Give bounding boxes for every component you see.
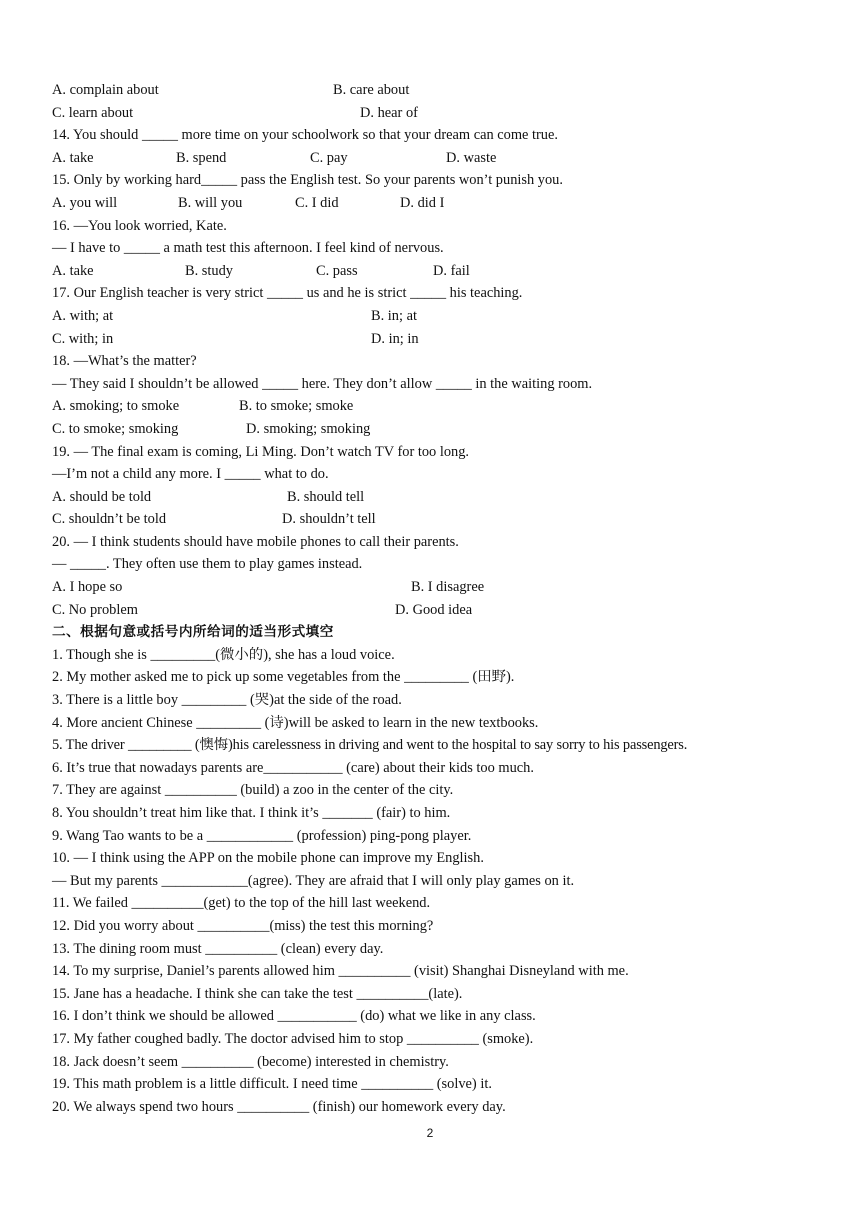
fill-item-text: 4. More ancient Chinese _________ (诗)will be asked to learn in the new textbooks. [52,714,539,731]
q13-option-a: A. complain about [52,82,159,98]
q18-option-a: A. smoking; to smoke [52,398,180,415]
q20-reply [52,553,832,576]
fill-item [52,847,832,870]
fill-item-text: 11. We failed __________(get) to the top of the hill last weekend. [52,895,431,912]
q14-option-d: D. waste [446,149,497,166]
q18-option-b: B. to smoke; smoke [239,398,354,415]
q17-option-d: D. in; in [371,330,419,347]
fill-item-text: 2. My mother asked me to pick up some vegetables from the _________ (田野). [52,669,515,686]
q18-options-row-1 [52,395,832,418]
fill-item [52,1028,832,1051]
fill-item [52,666,832,689]
q13-options-row-1 [52,79,832,102]
q18-option-d: D. smoking; smoking [246,420,371,437]
q17-option-c: C. with; in [52,330,114,347]
q20-option-d: D. Good idea [395,601,473,618]
fill-item [52,1073,832,1096]
q19-options-row-2 [52,508,832,531]
q20-option-c: C. No problem [52,601,138,618]
q15-option-a: A. you will [52,194,118,211]
q20-reply-text: — _____. They often use them to play games instead. [52,556,363,573]
q15-options [52,192,832,215]
fill-item-text: 16. I don’t think we should be allowed ___________ (do) what we like in any class. [52,1008,536,1025]
fill-item [52,644,832,667]
fill-item [52,960,832,983]
fill-item-text: 13. The dining room must __________ (clean) every day. [52,940,384,957]
fill-item-text: 5. The driver _________ (懊悔)his carelessness in driving and went to the hospital to say sorry to his passengers. [52,737,688,754]
fill-item-text: 3. There is a little boy _________ (哭)at the side of the road. [52,692,402,709]
q13-options-row-2 [52,102,832,125]
fill-item [52,1005,832,1028]
section-2-heading-row [52,621,832,644]
q18-options-row-2 [52,418,832,441]
fill-item-text: 6. It’s true that nowadays parents are___________ (care) about their kids too much. [52,759,534,776]
q20-stem-text: 20. — I think students should have mobile phones to call their parents. [52,533,459,550]
q19-option-a: A. should be told [52,488,152,505]
fill-item-text: — But my parents ____________(agree). They are afraid that I will only play games on it. [52,872,575,889]
fill-item-text: 10. — I think using the APP on the mobile phone can improve my English. [52,850,484,867]
fill-item-text: 15. Jane has a headache. I think she can take the test __________(late). [52,985,463,1002]
fill-item-text: 18. Jack doesn’t seem __________ (become) interested in chemistry. [52,1053,449,1070]
fill-item [52,892,832,915]
q16-option-b: B. study [185,262,233,279]
q15-option-d: D. did I [400,194,445,211]
q14-stem-text: 14. You should _____ more time on your schoolwork so that your dream can come true. [52,127,558,144]
q13-option-b: B. care about [333,82,410,98]
fill-item [52,938,832,961]
q17-stem [52,282,832,305]
fill-item [52,779,832,802]
q16-reply [52,237,832,260]
q19-stem-text: 19. — The final exam is coming, Li Ming. Don’t watch TV for too long. [52,443,470,460]
q18-reply [52,373,832,396]
q18-stem [52,350,832,373]
q14-option-a: A. take [52,149,94,166]
fill-item [52,712,832,735]
q14-option-c: C. pay [310,149,348,166]
section-2-heading: 二、根据句意或括号内所给词的适当形式填空 [52,624,334,641]
q17-stem-text: 17. Our English teacher is very strict _____ us and he is strict _____ his teaching. [52,285,523,302]
q18-option-c: C. to smoke; smoking [52,420,179,437]
fill-item-text: 19. This math problem is a little difficult. I need time __________ (solve) it. [52,1076,492,1093]
q16-options [52,260,832,283]
q13-option-c: C. learn about [52,104,134,121]
fill-item-text: 8. You shouldn’t treat him like that. I think it’s _______ (fair) to him. [52,805,451,821]
fill-item [52,689,832,712]
fill-item-text: 14. To my surprise, Daniel’s parents allowed him __________ (visit) Shanghai Disneyland with me. [52,963,629,980]
q20-options-row-1 [52,576,832,599]
q15-option-b: B. will you [178,194,243,211]
q17-options-row-2 [52,328,832,351]
q17-option-a: A. with; at [52,307,114,324]
fill-item-text: 9. Wang Tao wants to be a ____________ (profession) ping-pong player. [52,827,472,844]
q16-option-a: A. take [52,262,94,279]
q16-option-c: C. pass [316,262,358,279]
q19-stem [52,441,832,464]
fill-item-text: 20. We always spend two hours __________ (finish) our homework every day. [52,1098,506,1115]
q16-stem [52,215,832,238]
q19-reply-text: —I’m not a child any more. I _____ what to do. [52,466,329,483]
q16-option-d: D. fail [433,262,470,279]
fill-item [52,757,832,780]
q20-stem [52,531,832,554]
q20-option-b: B. I disagree [411,579,485,596]
q19-option-c: C. shouldn’t be told [52,511,167,528]
page-number: 2 [426,1126,434,1140]
q15-stem-text: 15. Only by working hard_____ pass the English test. So your parents won’t punish you. [52,172,563,189]
fill-item-text: 17. My father coughed badly. The doctor advised him to stop __________ (smoke). [52,1030,534,1047]
worksheet-page [52,79,832,1118]
fill-item [52,802,832,825]
q20-option-a: A. I hope so [52,579,123,596]
q15-stem [52,169,832,192]
fill-item [52,870,832,893]
q16-reply-text: — I have to _____ a math test this afternoon. I feel kind of nervous. [52,240,444,257]
q16-stem-text: 16. —You look worried, Kate. [52,217,227,234]
q13-option-d: D. hear of [360,104,418,121]
fill-item [52,1096,832,1119]
q19-option-b: B. should tell [287,488,365,505]
q18-reply-text: — They said I shouldn’t be allowed _____ here. They don’t allow _____ in the waiting room. [52,375,593,392]
q14-stem [52,124,832,147]
q14-option-b: B. spend [176,149,227,166]
q19-option-d: D. shouldn’t tell [282,511,376,528]
fill-item [52,983,832,1006]
fill-item [52,734,832,757]
fill-item-text: 7. They are against __________ (build) a zoo in the center of the city. [52,782,454,799]
q20-options-row-2 [52,599,832,622]
q19-reply [52,463,832,486]
fill-item [52,825,832,848]
fill-item [52,915,832,938]
fill-item-text: 12. Did you worry about __________(miss) the test this morning? [52,917,434,934]
q15-option-c: C. I did [295,194,339,211]
q17-options-row-1 [52,305,832,328]
q18-stem-text: 18. —What’s the matter? [52,353,197,370]
fill-item-text: 1. Though she is _________(微小的), she has a loud voice. [52,646,395,663]
q19-options-row-1 [52,486,832,509]
q14-options [52,147,832,170]
fill-item [52,1051,832,1074]
q17-option-b: B. in; at [371,307,417,324]
